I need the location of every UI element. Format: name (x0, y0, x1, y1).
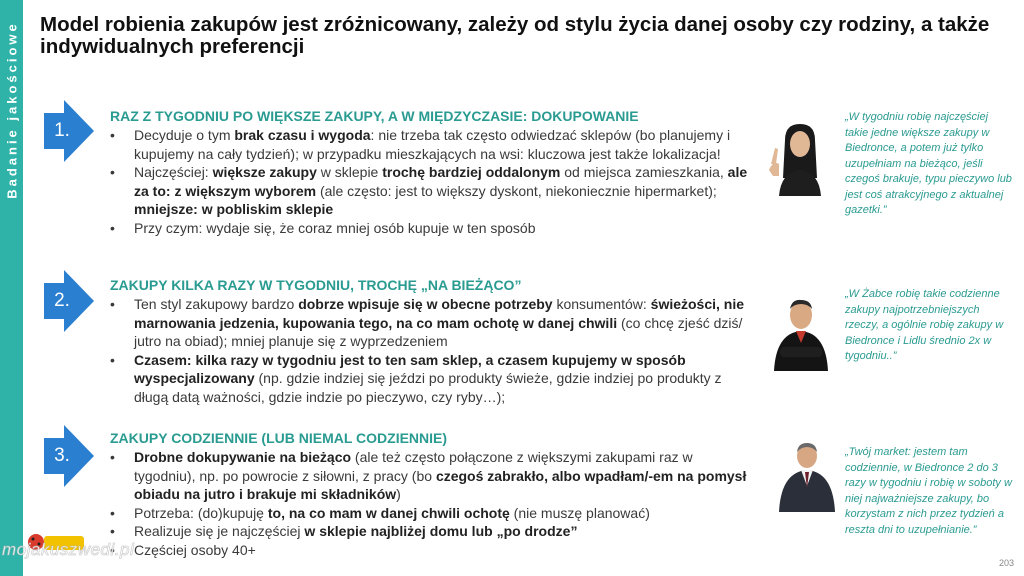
text-run: ) (396, 486, 401, 502)
text-run: (ale też często połączone z większymi zakupami raz w tygodniu), np. po powrocie z siłowni, z pracy (bo (134, 449, 693, 484)
section-2-bullets (110, 295, 750, 406)
bold-text: większe zakupy (212, 164, 317, 180)
bullet (110, 504, 750, 523)
section-1-number: 1. (54, 120, 70, 141)
bold-text: trochę bardziej oddalonym (382, 164, 561, 180)
sidebar-label: Badanie jakościowe (4, 21, 20, 199)
respondent-photo-woman (765, 120, 835, 201)
bullet (110, 448, 750, 504)
bullet (110, 126, 750, 163)
bold-text: świeżości, nie marnowania jedzenia, kupowania tego, na co mam ochotę w danej chwili (134, 296, 745, 331)
section-3-arrow (40, 424, 96, 488)
page-number: 203 (998, 558, 1014, 568)
section-3-bullets (110, 448, 750, 559)
respondent-photo-man-1 (770, 295, 832, 376)
section-3-number: 3. (54, 445, 70, 466)
text-run: Decyduje o tym (134, 127, 235, 143)
text-run: Realizuje się je najczęściej (134, 523, 305, 539)
quote-3: „Twój market: jestem tam codziennie, w Biedronce 2 do 3 razy w tygodniu i robię w soboty w niej najważniejsze zakupy, bo korzystam z nich przez tydzień a reszta dni to uzupełnianie.” (845, 446, 1012, 536)
text-run: (np. gdzie indziej się jeździ po produkty świeże, gdzie indziej po produkty z długą datą ważności, gdzie indzie po pieczywo, czy ryby…); (134, 370, 722, 405)
section-3-heading: ZAKUPY CODZIENNIE (LUB NIEMAL CODZIENNIE) (110, 430, 448, 446)
respondent-photo-man-2 (777, 440, 837, 517)
bullet (110, 295, 750, 351)
text-run: (nie muszę planować) (509, 504, 650, 521)
bold-text: ale za to: z większym wyborem (134, 164, 748, 199)
section-2-number: 2. (54, 290, 70, 311)
sidebar-band (0, 0, 23, 576)
section-1 (110, 108, 750, 237)
section-2-heading: ZAKUPY KILKA RAZY W TYGODNIU, TROCHĘ „NA BIEŻĄCO” (110, 277, 522, 293)
quote-2: „W Żabce robię takie codzienne zakupy najpotrzebniejszych rzeczy, a ogólnie robię zakupy w Biedronce i Lidlu średnio 2x w tygodniu..” (845, 288, 1004, 362)
section-1-heading: RAZ Z TYGODNIU PO WIĘKSZE ZAKUPY, A W MIĘDZYCZASIE: DOKUPOWANIE (110, 108, 639, 124)
text-run: w sklepie (316, 164, 383, 180)
bullet (110, 522, 750, 541)
text-run: (ale często: jest to większy dyskont, niekoniecznie hipermarket); (316, 182, 717, 199)
text-run: konsumentów: (552, 296, 651, 312)
bullet (110, 163, 750, 219)
bold-text: dobrze wpisuje się w obecne potrzeby (298, 296, 553, 312)
bold-text: Drobne dokupywanie na bieżąco (134, 449, 352, 465)
bullet (110, 351, 750, 407)
section-1-bullets (110, 126, 750, 237)
text-run: Ten styl zakupowy bardzo (134, 296, 299, 312)
text-run: Najczęściej: (134, 164, 213, 180)
bullet (110, 541, 750, 560)
text-run: (co chcę zjeść dziś/ jutro na obiad); mniej planuje się z wyprzedzeniem (134, 314, 743, 349)
text-run: Częściej osoby 40+ (134, 541, 256, 558)
text-run: Przy czym: wydaje się, że coraz mniej osób kupuje w ten sposób (134, 219, 536, 236)
section-2 (110, 277, 750, 406)
text-run: Potrzeba: (do)kupuję (134, 504, 268, 521)
bold-text: czegoś zabrakło, albo wpadłam/-em na pomysł obiadu na jutro i brakuje mi składników (134, 467, 747, 502)
watermark-text: mojakuszwedi.pl (2, 540, 135, 559)
text-run: : nie trzeba tak często odwiedzać sklepów (bo planujemy i kupujemy na cały tydzień); w przypadku mieszkających na wsi: kluczowa jest także lokalizacja! (134, 127, 731, 162)
slide-title: Model robienia zakupów jest zróżnicowany, zależy od stylu życia danej osoby czy rodziny, a także indywidualnych preferencji (40, 13, 990, 58)
bold-text: mniejsze: w pobliskim sklepie (134, 201, 334, 217)
quote-1: „W tygodniu robię najczęściej takie jedne większe zakupy w Biedronce, a potem już tylko uzupełniam na bieżąco, jeśli czegoś brakuje, typu pieczywo lub jest coś atrakcyjnego z aktualnej gazetki.” (845, 111, 1012, 216)
bullet (110, 219, 750, 238)
text-run: od miejsca zamieszkania, (560, 164, 728, 180)
bold-text: to, na co mam w danej chwili ochotę (267, 504, 510, 521)
bold-text: w sklepie najbliżej domu lub „po drodze” (304, 523, 578, 539)
bold-text: Czasem: kilka razy w tygodniu jest to ten sam sklep, a czasem kupujemy w sposób wyspecjalizowany (134, 351, 686, 386)
section-2-arrow (40, 269, 96, 333)
section-3 (110, 430, 750, 559)
section-1-arrow (40, 99, 96, 163)
bold-text: brak czasu i wygoda (234, 127, 371, 143)
